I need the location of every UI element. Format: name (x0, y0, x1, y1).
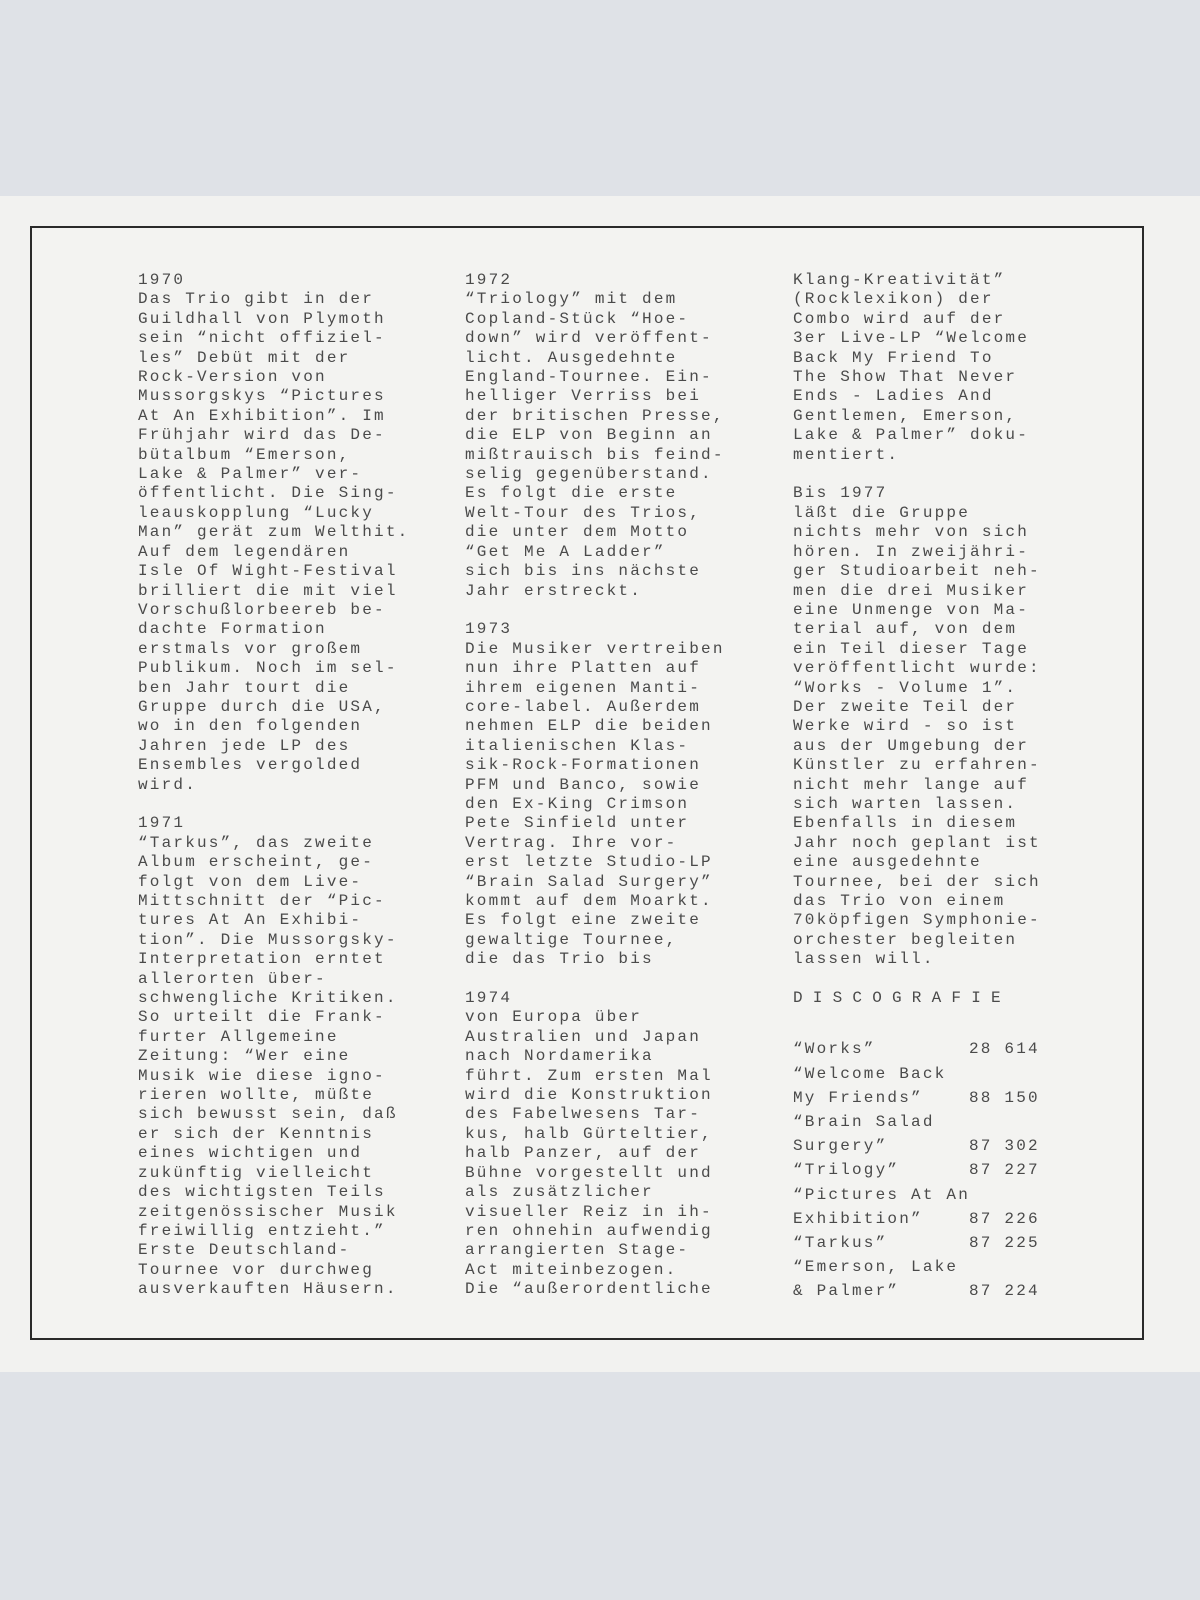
text-line: folgt von dem Live- (138, 872, 363, 891)
text-line: nach Nordamerika (465, 1047, 654, 1066)
text-line: brilliert die mit viel (138, 581, 398, 600)
text-line: Zeitung: “Wer eine (138, 1047, 351, 1066)
text-line: hören. In zweijähri- (793, 542, 1030, 561)
text-line: Werke wird - so ist (793, 717, 1018, 736)
year-heading: 1974 (465, 989, 513, 1008)
text-line: furter Allgemeine (138, 1027, 339, 1046)
text-line: wird die Konstruktion (465, 1086, 713, 1105)
text-line: wird. (138, 775, 198, 794)
text-line: nicht mehr lange auf (793, 775, 1030, 794)
album-title: & Palmer” (793, 1282, 900, 1301)
text-line: ausverkauften Häusern. (138, 1280, 398, 1299)
text-line: bütalbum “Emerson, (138, 445, 351, 464)
text-line: der britischen Presse, (465, 406, 725, 425)
text-line: Interpretation erntet (138, 950, 386, 969)
text-line: italienischen Klas- (465, 736, 690, 755)
text-line: Auf dem legendären (138, 542, 351, 561)
text-line: zukünftig vielleicht (138, 1163, 375, 1182)
text-line: allerorten über- (138, 969, 327, 988)
text-line: Klang-Kreativität” (793, 271, 1006, 289)
catalog-number: 87 226 (969, 1209, 1040, 1228)
text-line: arrangierten Stage- (465, 1241, 690, 1260)
album-title: My Friends” (793, 1088, 923, 1107)
text-line: (Rocklexikon) der (793, 290, 994, 309)
text-line: Guildhall von Plymoth (138, 309, 386, 328)
discography-row (793, 1062, 1041, 1086)
catalog-number: 88 150 (969, 1088, 1040, 1107)
text-line: men die drei Musiker (793, 581, 1030, 600)
text-line: Tournee vor durchweg (138, 1260, 375, 1279)
text-line: des wichtigsten Teils (138, 1183, 386, 1202)
text-line: Das Trio gibt in der (138, 290, 375, 309)
text-line: Erste Deutschland- (138, 1241, 351, 1260)
text-line: Der zweite Teil der (793, 697, 1018, 716)
catalog-number: 28 614 (969, 1040, 1040, 1059)
text-line: 3er Live-LP “Welcome (793, 329, 1030, 348)
text-line: Die “außerordentliche (465, 1280, 713, 1299)
text-line: dachte Formation (138, 620, 327, 639)
text-line: 70köpfigen Symphonie- (793, 911, 1041, 930)
text-line: ihrem eigenen Manti- (465, 678, 702, 697)
album-title: “Trilogy” (793, 1161, 900, 1180)
text-line: England-Tournee. Ein- (465, 368, 713, 387)
album-title: “Tarkus” (793, 1233, 888, 1252)
text-column-1 (138, 271, 409, 1300)
text-line: Jahren jede LP des (138, 736, 351, 755)
text-line: Publikum. Noch im sel- (138, 659, 398, 678)
text-line: als zusätzlicher (465, 1183, 654, 1202)
text-line: schwengliche Kritiken. (138, 989, 398, 1008)
text-line: tures At An Exhibi- (138, 911, 363, 930)
text-line: rieren wollte, müßte (138, 1086, 375, 1105)
text-line: nichts mehr von sich (793, 523, 1030, 542)
album-title: “Brain Salad (793, 1113, 935, 1131)
text-line: von Europa über (465, 1008, 643, 1027)
text-line: PFM und Banco, sowie (465, 775, 702, 794)
text-line: zeitgenössischer Musik (138, 1202, 398, 1221)
text-line: ben Jahr tourt die (138, 678, 351, 697)
text-line: Ends - Ladies And (793, 387, 994, 406)
text-line: Back My Friend To (793, 348, 994, 367)
text-line: Vorschußlorbeereb be- (138, 600, 386, 619)
catalog-number: 87 224 (969, 1282, 1040, 1301)
text-line: sich warten lassen. (793, 794, 1018, 813)
text-line: “Get Me A Ladder” (465, 542, 666, 561)
text-line: Vertrag. Ihre vor- (465, 833, 678, 852)
text-line: kommt auf dem Moarkt. (465, 892, 713, 910)
paragraph-spacer (465, 970, 725, 989)
discography-row (793, 1037, 1041, 1061)
text-line: Album erscheint, ge- (138, 853, 375, 872)
text-line: sich bewusst sein, daß (138, 1105, 398, 1124)
album-title: “Works” (793, 1040, 876, 1059)
text-line: veröffentlicht wurde: (793, 659, 1041, 678)
text-line: die unter dem Motto (465, 523, 690, 542)
text-line: führt. Zum ersten Mal (465, 1066, 713, 1085)
text-line: Frühjahr wird das De- (138, 426, 386, 445)
text-line: öffentlicht. Die Sing- (138, 484, 398, 503)
text-line: So urteilt die Frank- (138, 1008, 386, 1027)
discography-row (793, 1231, 1041, 1255)
text-line: die ELP von Beginn an (465, 426, 713, 445)
album-title: “Welcome Back (793, 1064, 947, 1083)
text-line: Jahr noch geplant ist (793, 833, 1041, 852)
text-line: läßt die Gruppe (793, 503, 971, 522)
discography-title: DISCOGRAFIE (793, 989, 1011, 1008)
text-line: Man” gerät zum Welthit. (138, 523, 410, 542)
discography-row (793, 1086, 1041, 1110)
discography-row (793, 1110, 1041, 1134)
catalog-number: 87 302 (969, 1137, 1040, 1156)
text-line: eine ausgedehnte (793, 853, 982, 872)
discography-row (793, 1255, 1041, 1279)
discography-row (793, 1134, 1041, 1158)
text-line: Rock-Version von (138, 368, 327, 387)
text-column-3 (793, 271, 1041, 1304)
text-line: Musik wie diese igno- (138, 1066, 386, 1085)
text-line: “Tarkus”, das zweite (138, 833, 375, 852)
text-line: Mussorgskys “Pictures (138, 387, 386, 406)
text-line: Welt-Tour des Trios, (465, 503, 702, 522)
text-line: sein “nicht offiziel- (138, 329, 386, 348)
paragraph-spacer (793, 465, 1041, 484)
text-line: mentiert. (793, 445, 900, 464)
text-line: ger Studioarbeit neh- (793, 562, 1041, 581)
paragraph-spacer (138, 795, 409, 814)
text-line: Lake & Palmer” ver- (138, 465, 363, 484)
text-line: kus, halb Gürteltier, (465, 1124, 713, 1143)
text-line: At An Exhibition”. Im (138, 406, 386, 425)
discography-row (793, 1207, 1041, 1231)
text-line: eines wichtigen und (138, 1144, 363, 1163)
year-heading: 1973 (465, 620, 513, 639)
text-line: licht. Ausgedehnte (465, 348, 678, 367)
text-line: Australien und Japan (465, 1027, 702, 1046)
text-line: Jahr erstreckt. (465, 581, 643, 600)
text-line: “Triology” mit dem (465, 290, 678, 309)
text-column-2 (465, 271, 725, 1300)
discography-list (793, 1037, 1041, 1303)
text-line: nehmen ELP die beiden (465, 717, 713, 736)
text-line: Combo wird auf der (793, 309, 1006, 328)
text-line: Isle Of Wight-Festival (138, 562, 398, 581)
text-line: “Works - Volume 1”. (793, 678, 1018, 697)
text-line: Pete Sinfield unter (465, 814, 690, 833)
text-line: Gentlemen, Emerson, (793, 406, 1018, 425)
album-title: Surgery” (793, 1137, 888, 1156)
text-line: Act miteinbezogen. (465, 1260, 678, 1279)
text-line: Künstler zu erfahren- (793, 756, 1041, 775)
text-line: Mittschnitt der “Pic- (138, 892, 386, 910)
album-title: “Emerson, Lake (793, 1258, 959, 1277)
text-line: down” wird veröffent- (465, 329, 713, 348)
text-line: Die Musiker vertreiben (465, 639, 725, 658)
text-line: sik-Rock-Formationen (465, 756, 702, 775)
text-line: Tournee, bei der sich (793, 872, 1041, 891)
text-line: les” Debüt mit der (138, 348, 351, 367)
text-line: visueller Reiz in ih- (465, 1202, 713, 1221)
catalog-number: 87 227 (969, 1161, 1040, 1180)
text-line: mißtrauisch bis feind- (465, 445, 725, 464)
text-line: aus der Umgebung der (793, 736, 1030, 755)
text-line: das Trio von einem (793, 892, 1006, 910)
year-heading: 1971 (138, 814, 186, 833)
year-heading: Bis 1977 (793, 484, 888, 503)
text-line: lassen will. (793, 950, 935, 969)
text-line: nun ihre Platten auf (465, 659, 702, 678)
text-line: ein Teil dieser Tage (793, 639, 1030, 658)
text-line: halb Panzer, auf der (465, 1144, 702, 1163)
text-line: sich bis ins nächste (465, 562, 702, 581)
text-line: wo in den folgenden (138, 717, 363, 736)
text-line: er sich der Kenntnis (138, 1124, 375, 1143)
text-line: Ebenfalls in diesem (793, 814, 1018, 833)
text-line: orchester begleiten (793, 930, 1018, 949)
text-line: Lake & Palmer” doku- (793, 426, 1030, 445)
text-line: des Fabelwesens Tar- (465, 1105, 702, 1124)
album-title: “Pictures At An (793, 1185, 971, 1204)
text-line: den Ex-King Crimson (465, 794, 690, 813)
text-line: freiwillig entzieht.” (138, 1221, 386, 1240)
paragraph-spacer (465, 601, 725, 620)
discography-row (793, 1183, 1041, 1207)
discography-row (793, 1279, 1041, 1303)
text-line: core-label. Außerdem (465, 697, 702, 716)
text-line: The Show That Never (793, 368, 1018, 387)
text-line: tion”. Die Mussorgsky- (138, 930, 398, 949)
discography-row (793, 1158, 1041, 1182)
text-line: Ensembles vergolded (138, 756, 363, 775)
year-heading: 1970 (138, 271, 186, 289)
text-line: Es folgt eine zweite (465, 911, 702, 930)
album-title: Exhibition” (793, 1209, 923, 1228)
text-line: erst letzte Studio-LP (465, 853, 713, 872)
text-line: “Brain Salad Surgery” (465, 872, 713, 891)
text-line: ren ohnehin aufwendig (465, 1221, 713, 1240)
text-line: Es folgt die erste (465, 484, 678, 503)
year-heading: 1972 (465, 271, 513, 289)
text-line: Copland-Stück “Hoe- (465, 309, 690, 328)
text-line: helliger Verriss bei (465, 387, 702, 406)
catalog-number: 87 225 (969, 1233, 1040, 1252)
text-line: terial auf, von dem (793, 620, 1018, 639)
text-line: die das Trio bis (465, 950, 654, 969)
text-line: eine Unmenge von Ma- (793, 600, 1030, 619)
text-line: leauskopplung “Lucky (138, 503, 375, 522)
text-line: selig gegenüberstand. (465, 465, 713, 484)
text-line: Bühne vorgestellt und (465, 1163, 713, 1182)
text-line: erstmals vor großem (138, 639, 363, 658)
text-line: gewaltige Tournee, (465, 930, 678, 949)
text-line: Gruppe durch die USA, (138, 697, 386, 716)
